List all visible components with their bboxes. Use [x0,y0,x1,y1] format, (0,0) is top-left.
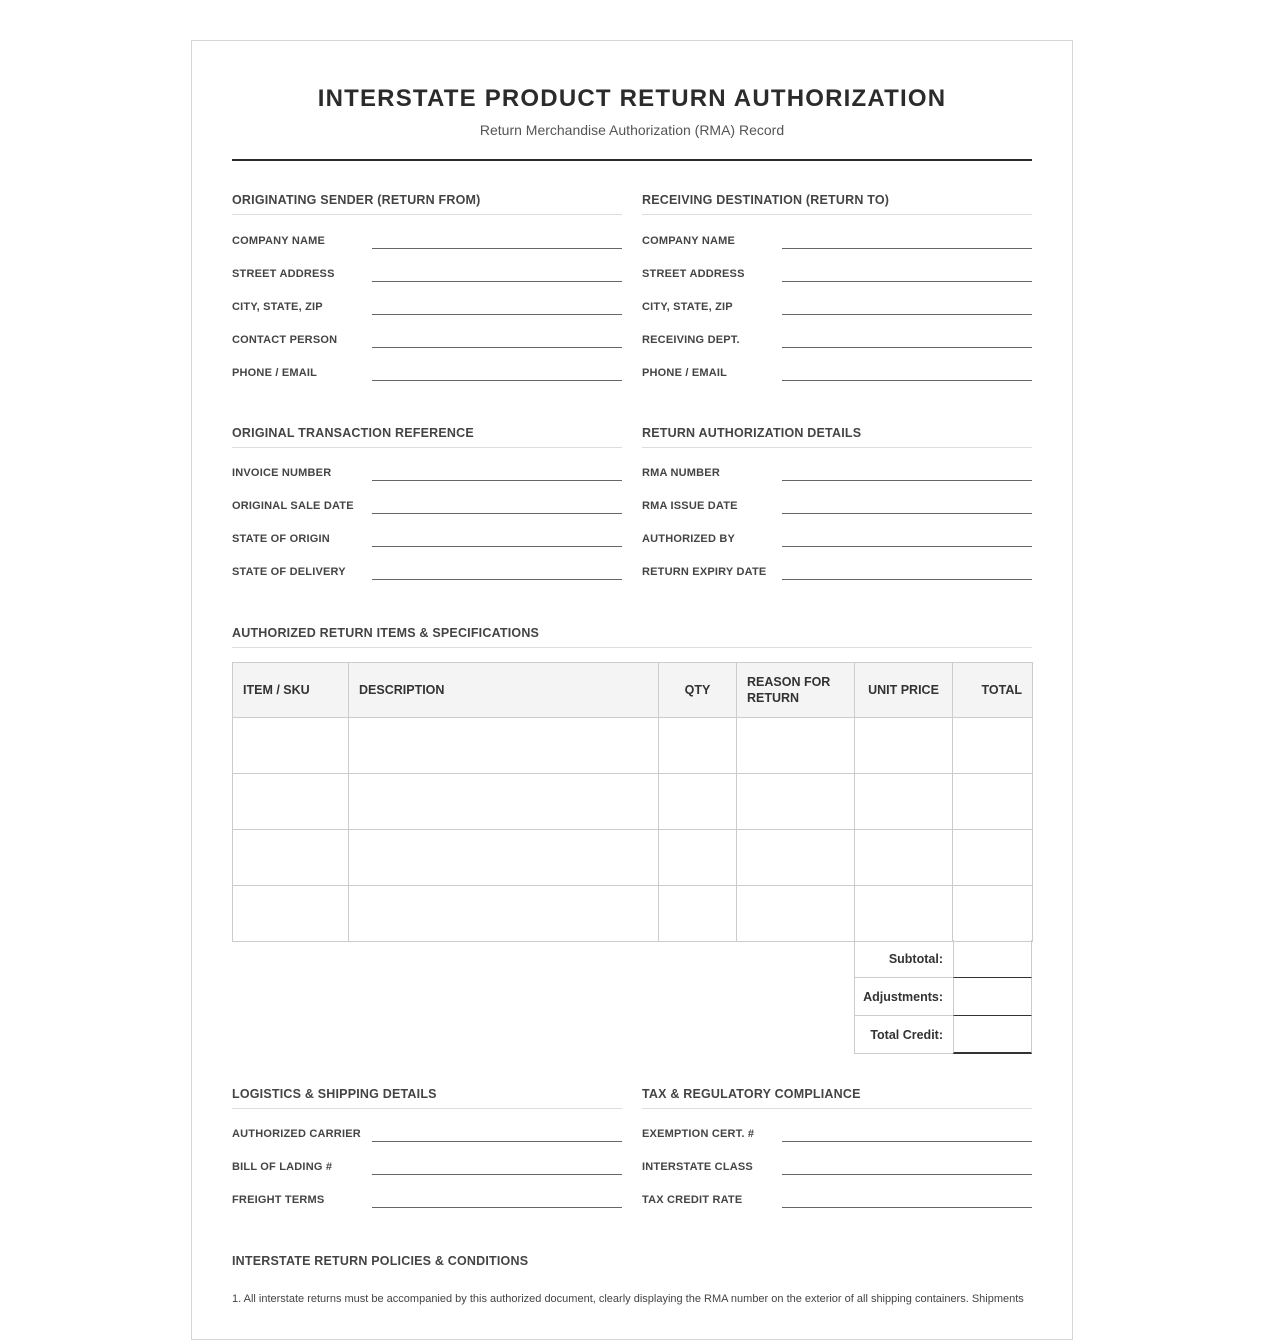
rma-details-section [642,425,1032,589]
field-label: COMPANY NAME [642,235,736,247]
original-sale-date-field[interactable] [232,490,622,523]
table-cell[interactable] [855,718,953,774]
policies-section [232,1253,1032,1276]
return-expiry-date-field[interactable] [642,556,1032,589]
section-heading: INTERSTATE RETURN POLICIES & CONDITIONS [232,1254,529,1268]
total-credit-label: Total Credit: [854,1016,953,1054]
sender-section [232,192,622,390]
field-line[interactable] [782,1207,1032,1208]
subtotal-row [854,940,1032,978]
tax-credit-rate-field[interactable] [642,1184,1032,1217]
table-cell[interactable] [659,718,737,774]
sender-city-field[interactable] [232,291,622,324]
logistics-section [232,1086,622,1217]
title-divider [232,159,1032,161]
authorized-carrier-field[interactable] [232,1118,622,1151]
field-line[interactable] [372,380,622,381]
return-items-table [232,662,1033,942]
field-line[interactable] [372,1141,622,1142]
section-heading: RETURN AUTHORIZATION DETAILS [642,425,1032,448]
page-title: INTERSTATE PRODUCT RETURN AUTHORIZATION [317,85,947,112]
field-label: STATE OF ORIGIN [232,533,330,545]
transaction-section [232,425,622,589]
field-label: ORIGINAL SALE DATE [232,500,354,512]
adjustments-row [854,978,1032,1016]
table-cell[interactable] [953,774,1033,830]
field-line[interactable] [372,347,622,348]
authorized-by-field[interactable] [642,523,1032,556]
table-cell[interactable] [855,774,953,830]
field-line[interactable] [782,1141,1032,1142]
sender-contact-field[interactable] [232,324,622,357]
receiver-dept-field[interactable] [642,324,1032,357]
field-line[interactable] [782,248,1032,249]
subtotal-value[interactable] [953,940,1032,978]
state-of-delivery-field[interactable] [232,556,622,589]
table-cell[interactable] [349,886,659,942]
field-label: RECEIVING DEPT. [642,334,740,346]
field-label: RETURN EXPIRY DATE [642,566,767,578]
section-heading: AUTHORIZED RETURN ITEMS & SPECIFICATIONS [232,625,1032,648]
field-label: INVOICE NUMBER [232,467,332,479]
field-label: FREIGHT TERMS [232,1194,325,1206]
receiver-company-field[interactable] [642,225,1032,258]
field-line[interactable] [782,1174,1032,1175]
table-cell[interactable] [659,830,737,886]
section-heading: ORIGINATING SENDER (RETURN FROM) [232,192,622,215]
field-label: TAX CREDIT RATE [642,1194,743,1206]
field-label: BILL OF LADING # [232,1161,333,1173]
table-cell[interactable] [349,774,659,830]
state-of-origin-field[interactable] [232,523,622,556]
column-header-total: TOTAL [953,663,1033,718]
field-line[interactable] [782,579,1032,580]
table-cell[interactable] [233,774,349,830]
field-label: INTERSTATE CLASS [642,1161,753,1173]
table-cell[interactable] [737,774,855,830]
field-label: STREET ADDRESS [642,268,745,280]
field-line[interactable] [782,480,1032,481]
receiver-phone-field[interactable] [642,357,1032,390]
column-header-description: DESCRIPTION [349,663,659,718]
table-row [233,830,1033,886]
table-cell[interactable] [855,830,953,886]
section-heading: LOGISTICS & SHIPPING DETAILS [232,1086,622,1109]
field-line[interactable] [782,347,1032,348]
field-label: CITY, STATE, ZIP [232,301,323,313]
field-label: CONTACT PERSON [232,334,338,346]
table-header-row [233,663,1033,718]
sender-phone-field[interactable] [232,357,622,390]
exemption-cert-field[interactable] [642,1118,1032,1151]
field-label: RMA NUMBER [642,467,720,479]
field-line[interactable] [782,314,1032,315]
tax-section [642,1086,1032,1217]
sender-company-field[interactable] [232,225,622,258]
section-heading: RECEIVING DESTINATION (RETURN TO) [642,192,1032,215]
total-credit-value[interactable] [953,1016,1032,1054]
table-cell[interactable] [233,718,349,774]
field-line[interactable] [372,1207,622,1208]
invoice-number-field[interactable] [232,457,622,490]
table-cell[interactable] [659,886,737,942]
field-label: PHONE / EMAIL [232,367,318,379]
field-label: EXEMPTION CERT. # [642,1128,755,1140]
field-label: PHONE / EMAIL [642,367,728,379]
field-line[interactable] [372,579,622,580]
section-heading: ORIGINAL TRANSACTION REFERENCE [232,425,622,448]
field-line[interactable] [372,281,622,282]
table-row [233,774,1033,830]
total-credit-row [854,1016,1032,1054]
receiver-city-field[interactable] [642,291,1032,324]
items-section [232,625,1032,648]
field-line[interactable] [782,380,1032,381]
rma-number-field[interactable] [642,457,1032,490]
field-label: AUTHORIZED BY [642,533,736,545]
table-cell[interactable] [953,830,1033,886]
policy-text: 1. All interstate returns must be accompanied by this authorized document, clearly displaying the RMA number on the exterior of all shipping containers. Shipments [232,1293,1024,1305]
table-cell[interactable] [737,886,855,942]
column-header-reason: REASON FOR RETURN [737,663,855,718]
sender-street-field[interactable] [232,258,622,291]
bill-of-lading-field[interactable] [232,1151,622,1184]
table-cell[interactable] [349,830,659,886]
field-line[interactable] [372,1174,622,1175]
adjustments-value[interactable] [953,978,1032,1016]
table-cell[interactable] [233,886,349,942]
field-line[interactable] [782,513,1032,514]
column-header-unit-price: UNIT PRICE [855,663,953,718]
table-cell[interactable] [659,774,737,830]
field-line[interactable] [372,546,622,547]
rma-issue-date-field[interactable] [642,490,1032,523]
field-line[interactable] [372,480,622,481]
table-cell[interactable] [349,718,659,774]
receiver-street-field[interactable] [642,258,1032,291]
column-header-qty: QTY [659,663,737,718]
table-cell[interactable] [737,718,855,774]
page-subtitle: Return Merchandise Authorization (RMA) Record [479,122,785,138]
receiver-section [642,192,1032,390]
field-label: COMPANY NAME [232,235,326,247]
field-line[interactable] [372,314,622,315]
table-cell[interactable] [233,830,349,886]
table-row [233,718,1033,774]
field-label: CITY, STATE, ZIP [642,301,733,313]
adjustments-label: Adjustments: [854,978,953,1016]
section-heading: TAX & REGULATORY COMPLIANCE [642,1086,1032,1109]
freight-terms-field[interactable] [232,1184,622,1217]
table-cell[interactable] [737,830,855,886]
table-row [233,886,1033,942]
field-label: STATE OF DELIVERY [232,566,346,578]
field-line[interactable] [782,546,1032,547]
field-label: AUTHORIZED CARRIER [232,1128,361,1140]
totals-block [854,940,1032,1054]
table-cell[interactable] [953,886,1033,942]
interstate-class-field[interactable] [642,1151,1032,1184]
field-line[interactable] [782,281,1032,282]
subtotal-label: Subtotal: [854,940,953,978]
column-header-item-sku: ITEM / SKU [233,663,349,718]
field-label: STREET ADDRESS [232,268,335,280]
table-cell[interactable] [953,718,1033,774]
rma-form-page [191,40,1073,1340]
table-cell[interactable] [855,886,953,942]
field-line[interactable] [372,248,622,249]
field-line[interactable] [372,513,622,514]
field-label: RMA ISSUE DATE [642,500,738,512]
